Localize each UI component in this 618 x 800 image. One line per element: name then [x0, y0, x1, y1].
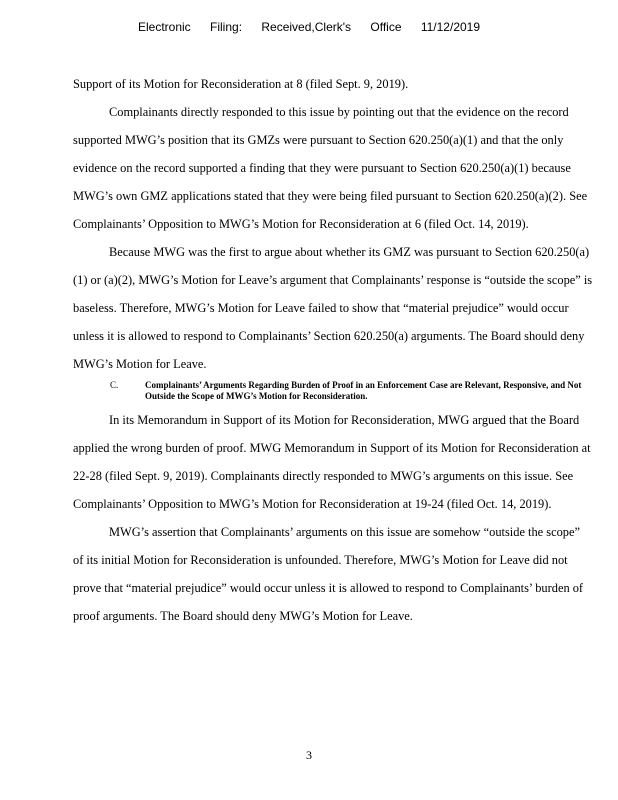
section-c-heading — [73, 380, 593, 402]
paragraph-section-c-argument: In its Memorandum in Support of its Motion for Reconsideration, MWG argued that the Board applied the wrong burden of proof. MWG Memorandum in Support of its Motion for Reconsideration at 22-28 (filed Sept. 9, 2019). Complainants directly responded to MWG’s arguments on this issue. See Complainants’ Opposition to MWG’s Motion for Reconsideration at 19-24 (filed Oct. 14, 2019). — [73, 413, 591, 511]
filing-header — [0, 20, 618, 34]
page-number: 3 — [306, 748, 312, 762]
paragraph-section-b-conclusion: Because MWG was the first to argue about whether its GMZ was pursuant to Section 620.250(a)(1) or (a)(2), MWG’s Motion for Leave’s argument that Complainants’ response is “outside the scope” is baseless. Therefore, MWG’s Motion for Leave failed to show that “material prejudice” would occur unless it is allowed to respond to Complainants’ Section 620.250(a) arguments. The Board should deny MWG’s Motion for Leave. — [73, 245, 593, 371]
header-filing: Filing: — [210, 20, 243, 34]
header-electronic: Electronic — [137, 20, 191, 34]
paragraph-section-b-response: Complainants directly responded to this issue by pointing out that the evidence on the record supported MWG’s position that its GMZs were pursuant to Section 620.250(a)(1) and that the only evidence on the record supported a finding that they were pursuant to Section 620.250(a)(1) because MWG’s own GMZ applications stated that they were being filed pursuant to Section 620.250(a)(2). See Complainants’ Opposition to MWG’s Motion for Reconsideration at 6 (filed Oct. 14, 2019). — [73, 105, 588, 231]
header-office: Office — [370, 20, 402, 34]
document-body — [73, 70, 593, 630]
header-date: 11/12/2019 — [420, 20, 481, 34]
section-c-title: Complainants’ Arguments Regarding Burden of Proof in an Enforcement Case are Relevant, Responsive, and Not Outside the Scope of MWG’s Motion for Reconsideration. — [145, 380, 582, 401]
paragraph-continuation: Support of its Motion for Reconsideration at 8 (filed Sept. 9, 2019). — [73, 77, 409, 91]
paragraph-section-c-conclusion: MWG’s assertion that Complainants’ arguments on this issue are somehow “outside the scope” of its initial Motion for Reconsideration is unfounded. Therefore, MWG’s Motion for Leave did not prove that “material prejudice” would occur unless it is allowed to respond to Complainants’ burden of proof arguments. The Board should deny MWG’s Motion for Leave. — [73, 525, 584, 623]
header-received: Received,Clerk's — [261, 20, 352, 34]
section-c-letter: C. — [110, 380, 119, 390]
